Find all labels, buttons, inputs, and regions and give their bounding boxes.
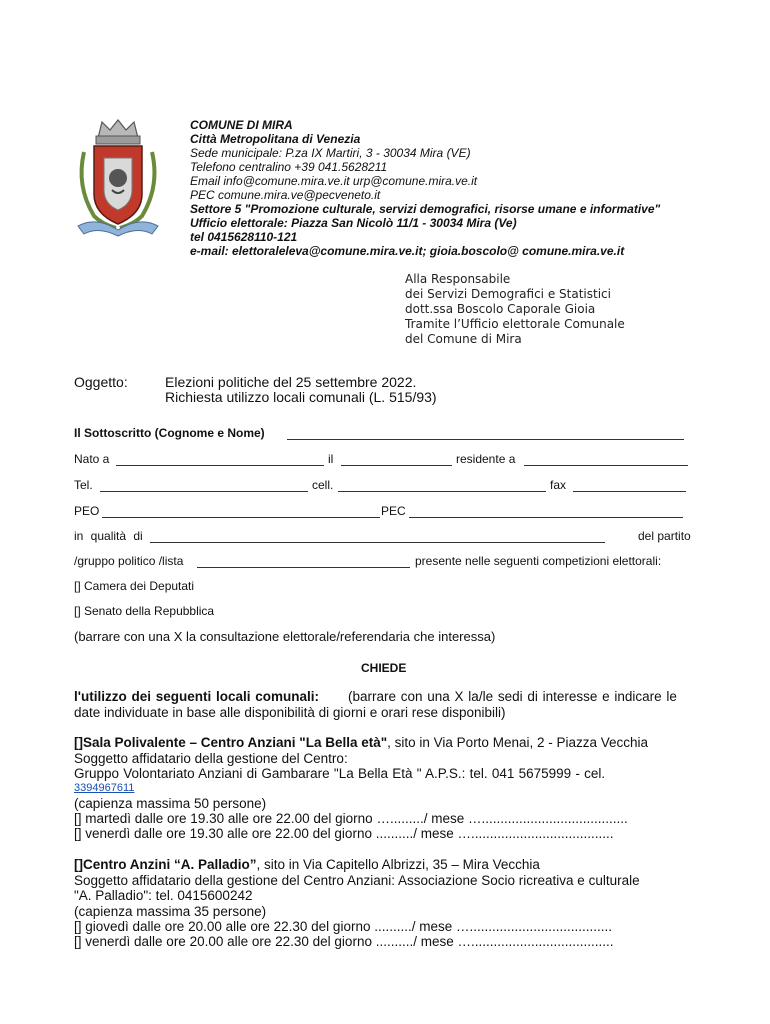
il-label: il (328, 452, 334, 466)
sala1-capienza: (capienza massima 50 persone) (74, 796, 267, 811)
oggetto-line2: Richiesta utilizzo locali comunali (L. 515/93) (165, 389, 437, 405)
gruppo-field[interactable] (197, 567, 410, 568)
partito-label: del partito (638, 529, 691, 543)
sala1-soggetto: Soggetto affidatario della gestione del Centro: (74, 751, 348, 766)
tel-field[interactable] (100, 491, 308, 492)
cell-field[interactable] (338, 491, 546, 492)
sala2-slot-giovedi[interactable]: [] giovedì dalle ore 20.00 alle ore 22.30 del giorno ........../ mese …...................................... (74, 919, 613, 934)
presente-label: presente nelle seguenti competizioni elettorali: (415, 554, 662, 568)
barrare-note: (barrare con una X la consultazione elettorale/referendaria che interessa) (74, 629, 496, 644)
camera-checkbox[interactable]: [] Camera dei Deputati (74, 579, 195, 593)
comune-di-mira-crest-icon (72, 116, 164, 238)
addressee-line: dei Servizi Demografici e Statistici (405, 287, 611, 301)
sala1-gruppo: Gruppo Volontariato Anziani di Gambarare "La Bella Età " A.P.S.: tel. 041 5675999 - cel. (74, 766, 606, 781)
tel-label: Tel. (74, 478, 93, 492)
header-pec: PEC comune.mira.ve@pecveneto.it (190, 188, 381, 202)
sala2-slot-venerdi[interactable]: [] venerdì dalle ore 20.00 alle ore 22.30 del giorno ........../ mese …...................................... (74, 934, 614, 949)
utilizzo-rest: (barrare con una X la/le sedi di interesse e indicare le (348, 689, 677, 704)
peo-field[interactable] (102, 517, 380, 518)
header-sede: Sede municipale: P.za IX Martiri, 3 - 30034 Mira (VE) (190, 146, 471, 160)
chiede-heading: CHIEDE (361, 661, 407, 675)
sala2-soggetto: Soggetto affidatario della gestione del Centro Anziani: Associazione Socio ricreativa e culturale (74, 873, 640, 888)
header-ufficio: Ufficio elettorale: Piazza San Nicolò 11/1 - 30034 Mira (Ve) (190, 216, 517, 230)
sala1-cell-link[interactable]: 3394967611 (74, 782, 135, 794)
cell-label: cell. (312, 478, 334, 492)
peo-label: PEO (74, 504, 100, 518)
residente-field[interactable] (524, 465, 688, 466)
sala2-tel: "A. Palladio": tel. 0415600242 (74, 888, 253, 903)
il-field[interactable] (341, 465, 452, 466)
header-mail: e-mail: elettoraleleva@comune.mira.ve.it; gioia.boscolo@ comune.mira.ve.it (190, 244, 625, 258)
qualita-label: in qualità di (74, 529, 143, 543)
header-tel: tel 0415628110-121 (190, 230, 298, 244)
senato-checkbox[interactable]: [] Senato della Repubblica (74, 604, 215, 618)
sala2-title: []Centro Anzini “A. Palladio” (74, 857, 257, 872)
header-settore: Settore 5 "Promozione culturale, servizi demografici, risorse umane e informative" (190, 202, 661, 216)
fax-field[interactable] (573, 491, 686, 492)
sala1-heading[interactable] (74, 735, 648, 750)
nato-label: Nato a (74, 452, 110, 466)
utilizzo-line2: date individuate in base alle disponibilità di giorni e orari rese disponibili) (74, 705, 506, 720)
oggetto-line1: Elezioni politiche del 25 settembre 2022. (165, 374, 417, 390)
gruppo-label: /gruppo politico /lista (74, 554, 184, 568)
sala2-heading[interactable] (74, 857, 540, 872)
addressee-line: Alla Responsabile (405, 272, 511, 286)
addressee-line: del Comune di Mira (405, 332, 522, 346)
sala2-capienza: (capienza massima 35 persone) (74, 904, 267, 919)
sottoscritto-field[interactable] (287, 439, 684, 440)
header-comune: COMUNE DI MIRA (190, 118, 293, 132)
header-email: Email info@comune.mira.ve.it urp@comune.mira.ve.it (190, 174, 478, 188)
addressee-line: dott.ssa Boscolo Caporale Gioia (405, 302, 596, 316)
addressee-line: Tramite l’Ufficio elettorale Comunale (405, 317, 625, 331)
qualita-field[interactable] (150, 542, 605, 543)
sala1-where: , sito in Via Porto Menai, 2 - Piazza Vecchia (387, 735, 649, 750)
utilizzo-bold: l'utilizzo dei seguenti locali comunali: (74, 689, 319, 704)
sala1-slot-martedi[interactable]: [] martedì dalle ore 19.30 alle ore 22.00 del giorno …........./ mese …....................................... (74, 811, 628, 826)
oggetto-label: Oggetto: (74, 374, 128, 390)
header-citta: Città Metropolitana di Venezia (190, 132, 361, 146)
sottoscritto-label: Il Sottoscritto (Cognome e Nome) (74, 426, 265, 440)
residente-label: residente a (456, 452, 516, 466)
pec-label: PEC (381, 504, 406, 518)
header-telefono: Telefono centralino +39 041.5628211 (190, 160, 388, 174)
fax-label: fax (550, 478, 567, 492)
sala1-slot-venerdi[interactable]: [] venerdì dalle ore 19.30 alle ore 22.00 del giorno ........../ mese …...................................... (74, 826, 614, 841)
sala1-title: []Sala Polivalente – Centro Anziani "La Bella età" (74, 735, 388, 750)
nato-field[interactable] (116, 465, 324, 466)
pec-field[interactable] (409, 517, 683, 518)
sala2-where: , sito in Via Capitello Albrizzi, 35 – Mira Vecchia (256, 857, 540, 872)
